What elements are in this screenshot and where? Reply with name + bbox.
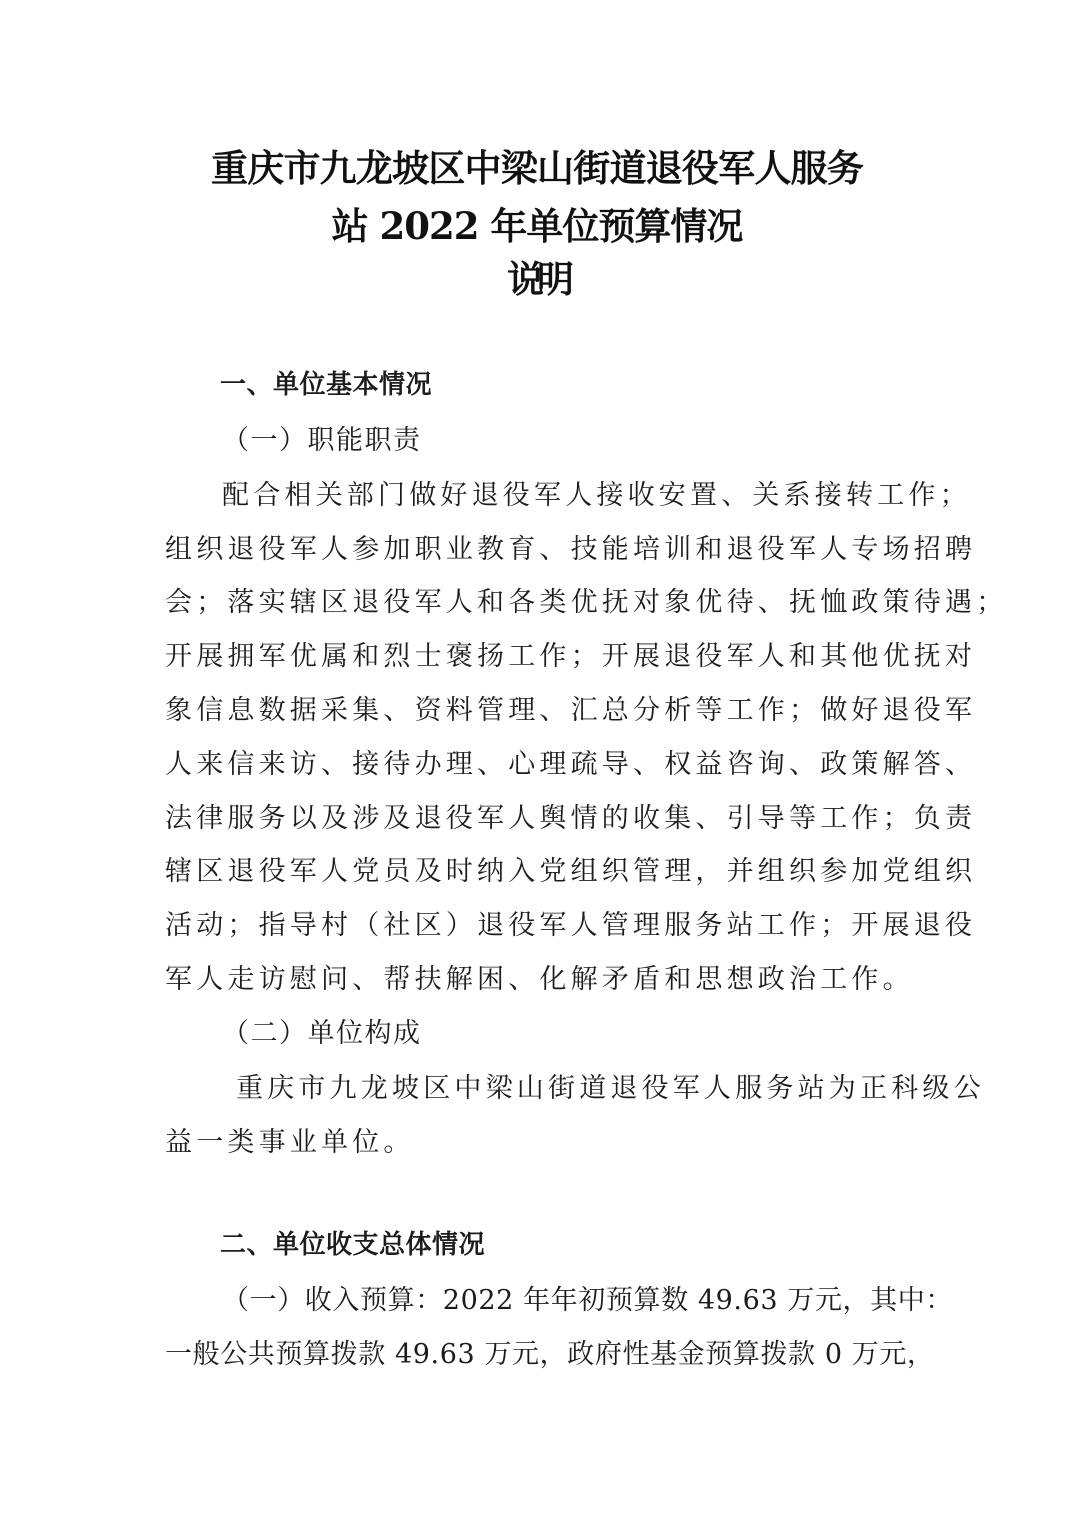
paragraph-line: （一）收入预算：2022 年年初预算数 49.63 万元，其中： [222, 1285, 953, 1316]
paragraph-line: 活动；指导村（社区）退役军人管理服务站工作；开展退役 [165, 910, 977, 941]
paragraph-line: 一般公共预算拨款 49.63 万元，政府性基金预算拨款 0 万元， [165, 1339, 935, 1370]
section-1-sub-2-heading: （二）单位构成 [222, 1018, 422, 1049]
paragraph-line: 开展拥军优属和烈士褒扬工作；开展退役军人和其他优抚对 [165, 641, 977, 672]
paragraph-line: 法律服务以及涉及退役军人舆情的收集、引导等工作；负责 [165, 803, 977, 834]
paragraph-line: 组织退役军人参加职业教育、技能培训和退役军人专场招聘 [165, 534, 977, 565]
paragraph-line: 军人走访慰问、帮扶解困、化解矛盾和思想政治工作。 [165, 964, 914, 995]
paragraph-line: 重庆市九龙坡区中梁山街道退役军人服务站为正科级公 [236, 1073, 985, 1104]
section-1-sub-1-heading: （一）职能职责 [222, 425, 422, 456]
paragraph-line: 益一类事业单位。 [165, 1127, 415, 1158]
paragraph-line: 配合相关部门做好退役军人接收安置、关系接转工作； [222, 480, 971, 511]
section-2-heading: 二、单位收支总体情况 [220, 1230, 486, 1260]
document-title-line-1: 重庆市九龙坡区中梁山街道退役军人服务 [211, 146, 863, 190]
paragraph-line: 辖区退役军人党员及时纳入党组织管理，并组织参加党组织 [165, 856, 977, 887]
section-1-heading: 一、单位基本情况 [220, 370, 433, 400]
paragraph-line: 人来信来访、接待办理、心理疏导、权益咨询、政策解答、 [165, 749, 977, 780]
paragraph-line: 会；落实辖区退役军人和各类优抚对象优待、抚恤政策待遇； [165, 587, 1008, 618]
document-title-line-3: 说明 [507, 257, 567, 301]
paragraph-line: 象信息数据采集、资料管理、汇总分析等工作；做好退役军 [165, 695, 977, 726]
document-title-line-2: 站 2022 年单位预算情况 [331, 204, 743, 248]
